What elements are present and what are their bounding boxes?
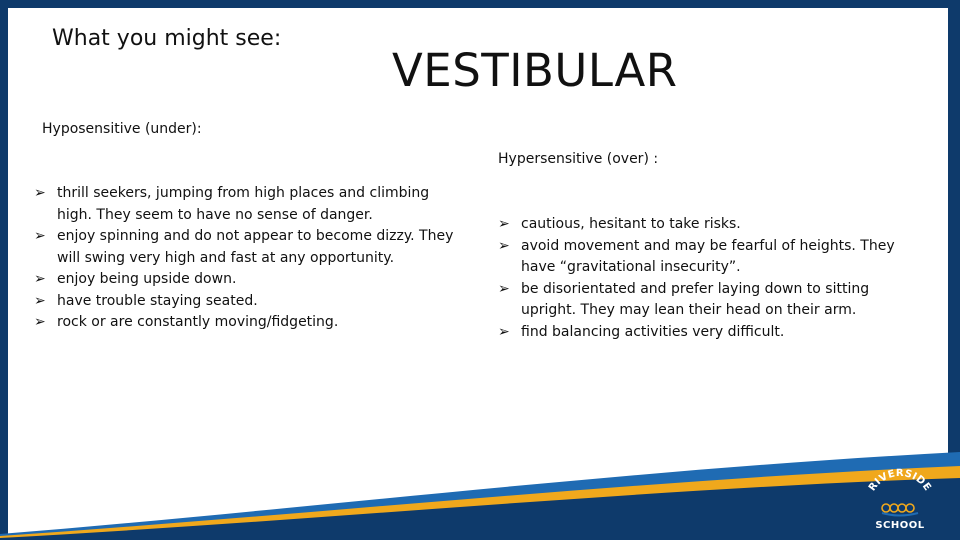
logo-text-top: RIVERSIDE [866, 467, 934, 494]
hyposensitive-list [34, 183, 454, 334]
arrow-bullet-icon: ➢ [498, 216, 510, 232]
list-item [34, 312, 454, 334]
hypersensitive-list [498, 214, 918, 343]
list-item-text: enjoy spinning and do not appear to become dizzy. They will swing very high and fast at any opportunity. [57, 228, 454, 266]
slide-subtitle: What you might see: [52, 26, 282, 51]
hyposensitive-heading: Hyposensitive (under): [42, 121, 202, 137]
list-item [34, 183, 454, 226]
logo-text-bottom: SCHOOL [875, 520, 925, 531]
list-item-text: have trouble staying seated. [57, 292, 258, 309]
slide-title: VESTIBULAR [392, 44, 678, 97]
arrow-bullet-icon: ➢ [34, 271, 46, 287]
arrow-bullet-icon: ➢ [34, 292, 46, 309]
arrow-bullet-icon: ➢ [34, 185, 46, 201]
list-item-text: find balancing activities very difficult. [521, 323, 785, 340]
list-item [498, 279, 918, 322]
arrow-bullet-icon: ➢ [34, 228, 46, 244]
swoosh-navy [0, 478, 960, 540]
list-item-text: rock or are constantly moving/fidgeting. [57, 314, 339, 330]
list-item [34, 291, 454, 313]
list-item [498, 236, 918, 279]
arrow-bullet-icon: ➢ [34, 314, 46, 330]
hypersensitive-heading: Hypersensitive (over) : [498, 151, 659, 167]
list-item [498, 322, 918, 344]
list-item-text: cautious, hesitant to take risks. [521, 216, 741, 232]
list-item [498, 214, 918, 236]
list-item-text: avoid movement and may be fearful of heights. They have “gravitational insecurity”. [521, 237, 895, 275]
list-item-text: enjoy being upside down. [57, 271, 237, 287]
list-item-text: thrill seekers, jumping from high places and climbing high. They seem to have no sense of danger. [57, 185, 430, 223]
list-item [34, 226, 454, 269]
arrow-bullet-icon: ➢ [498, 280, 510, 297]
riverside-school-logo-icon [860, 462, 940, 532]
list-item [34, 269, 454, 291]
arrow-bullet-icon: ➢ [498, 237, 510, 254]
arrow-bullet-icon: ➢ [498, 323, 510, 340]
list-item-text: be disorientated and prefer laying down to sitting upright. They may lean their head on their arm. [521, 280, 870, 318]
footer-swoosh [0, 430, 960, 540]
